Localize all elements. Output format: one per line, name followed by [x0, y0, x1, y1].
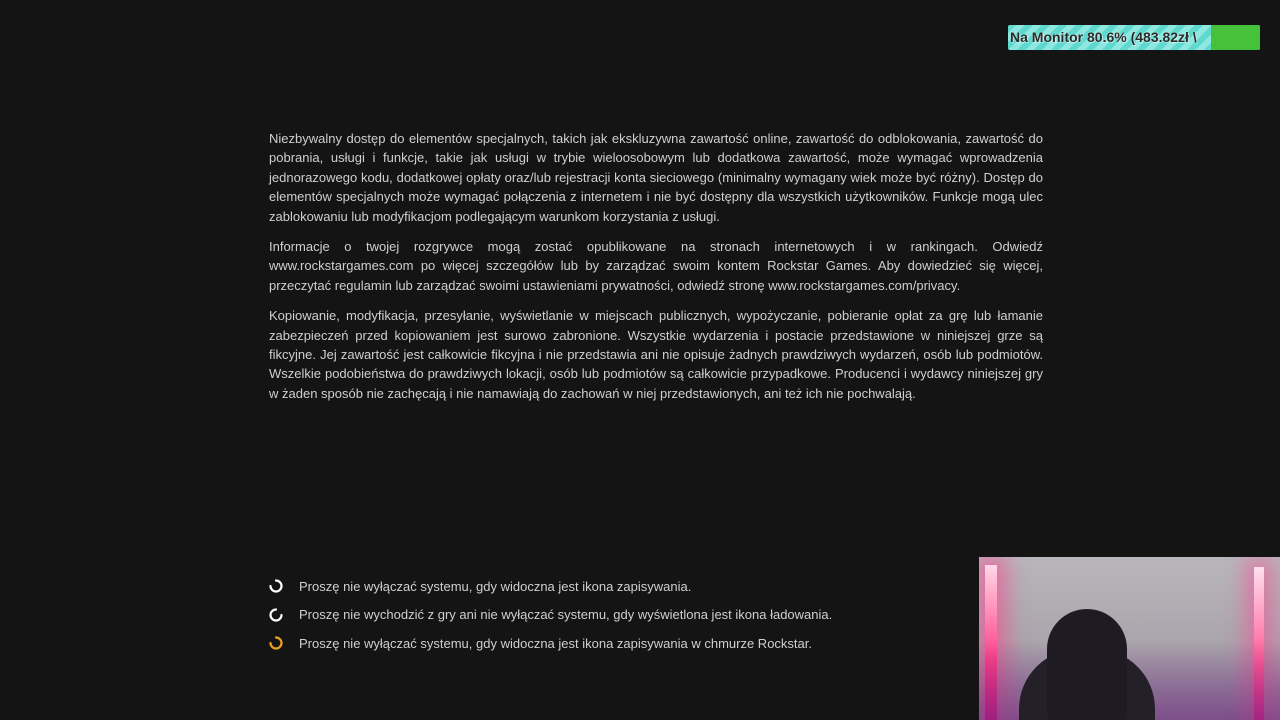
- saving-spinner-icon: [269, 579, 283, 593]
- cloud-saving-spinner-icon: [269, 636, 283, 650]
- notice-loading-text: Proszę nie wychodzić z gry ani nie wyłączać systemu, gdy wyświetlona jest ikona ładowania.: [299, 607, 833, 623]
- webcam-overlay: [979, 557, 1280, 720]
- notice-saving-text: Proszę nie wyłączać systemu, gdy widoczna jest ikona zapisywania.: [299, 578, 692, 594]
- goal-progress-remaining: [1211, 25, 1260, 50]
- system-notices: [269, 572, 969, 658]
- gaming-chair-back: [1047, 609, 1127, 720]
- legal-notice: [269, 129, 1043, 414]
- notice-cloud-saving-text: Proszę nie wyłączać systemu, gdy widoczna jest ikona zapisywania w chmurze Rockstar.: [299, 635, 812, 651]
- legal-paragraph-privacy: Informacje o twojej rozgrywce mogą zostać opublikowane na stronach internetowych i w rankingach. Odwiedź www.rockstargames.com po więcej szczegółów lub by zarządzać swoim kontem Rockstar Games. Aby dowiedzieć się więcej, przeczytać regulamin lub zarządzać swoimi ustawieniami prywatności, odwiedź stronę www.rockstargames.com/privacy.: [269, 239, 1043, 293]
- goal-progress-label: Na Monitor 80.6% (483.82zł \: [1010, 29, 1197, 45]
- legal-paragraph-special-content: Niezbywalny dostęp do elementów specjalnych, takich jak ekskluzywna zawartość online, zawartość do odblokowania, zawartość do pobrania, usługi i funkcje, takie jak usługi w trybie wieloosobowym lub dodatkowa zawartość, może wymagać wprowadzenia jednorazowego kodu, dodatkowej opłaty oraz/lub rejestracji konta sieciowego (minimalny wymagany wiek może być różny). Dostęp do elementów specjalnych może wymagać połączenia z internetem i nie być dostępny dla wszystkich użytkowników. Funkcje mogą ulec zablokowaniu lub modyfikacjom podlegającym warunkom korzystania z usługi.: [269, 131, 1043, 224]
- legal-paragraph-copyright: Kopiowanie, modyfikacja, przesyłanie, wyświetlanie w miejscach publicznych, wypożyczanie, pobieranie opłat za grę lub łamanie zabezpieczeń przed kopiowaniem jest surowo zabronione. Wszystkie wydarzenia i postacie przedstawione w niniejszej grze są fikcyjne. Jej zawartość jest całkowicie fikcyjna i nie przedstawia ani nie opisuje żadnych prawdziwych wydarzeń, osób lub podmiotów. Wszelkie podobieństwa do prawdziwych lokacji, osób lub podmiotów są całkowicie przypadkowe. Producenci i wydawcy niniejszej gry w żaden sposób nie zachęcają i nie namawiają do zachowań w niej przedstawionych, ani też ich nie pochwalają.: [269, 308, 1043, 401]
- notice-cloud-saving: [269, 629, 969, 658]
- notice-loading: [269, 601, 969, 630]
- notice-saving: [269, 572, 969, 601]
- donation-goal-overlay: [1008, 25, 1260, 50]
- loading-spinner-icon: [269, 608, 283, 622]
